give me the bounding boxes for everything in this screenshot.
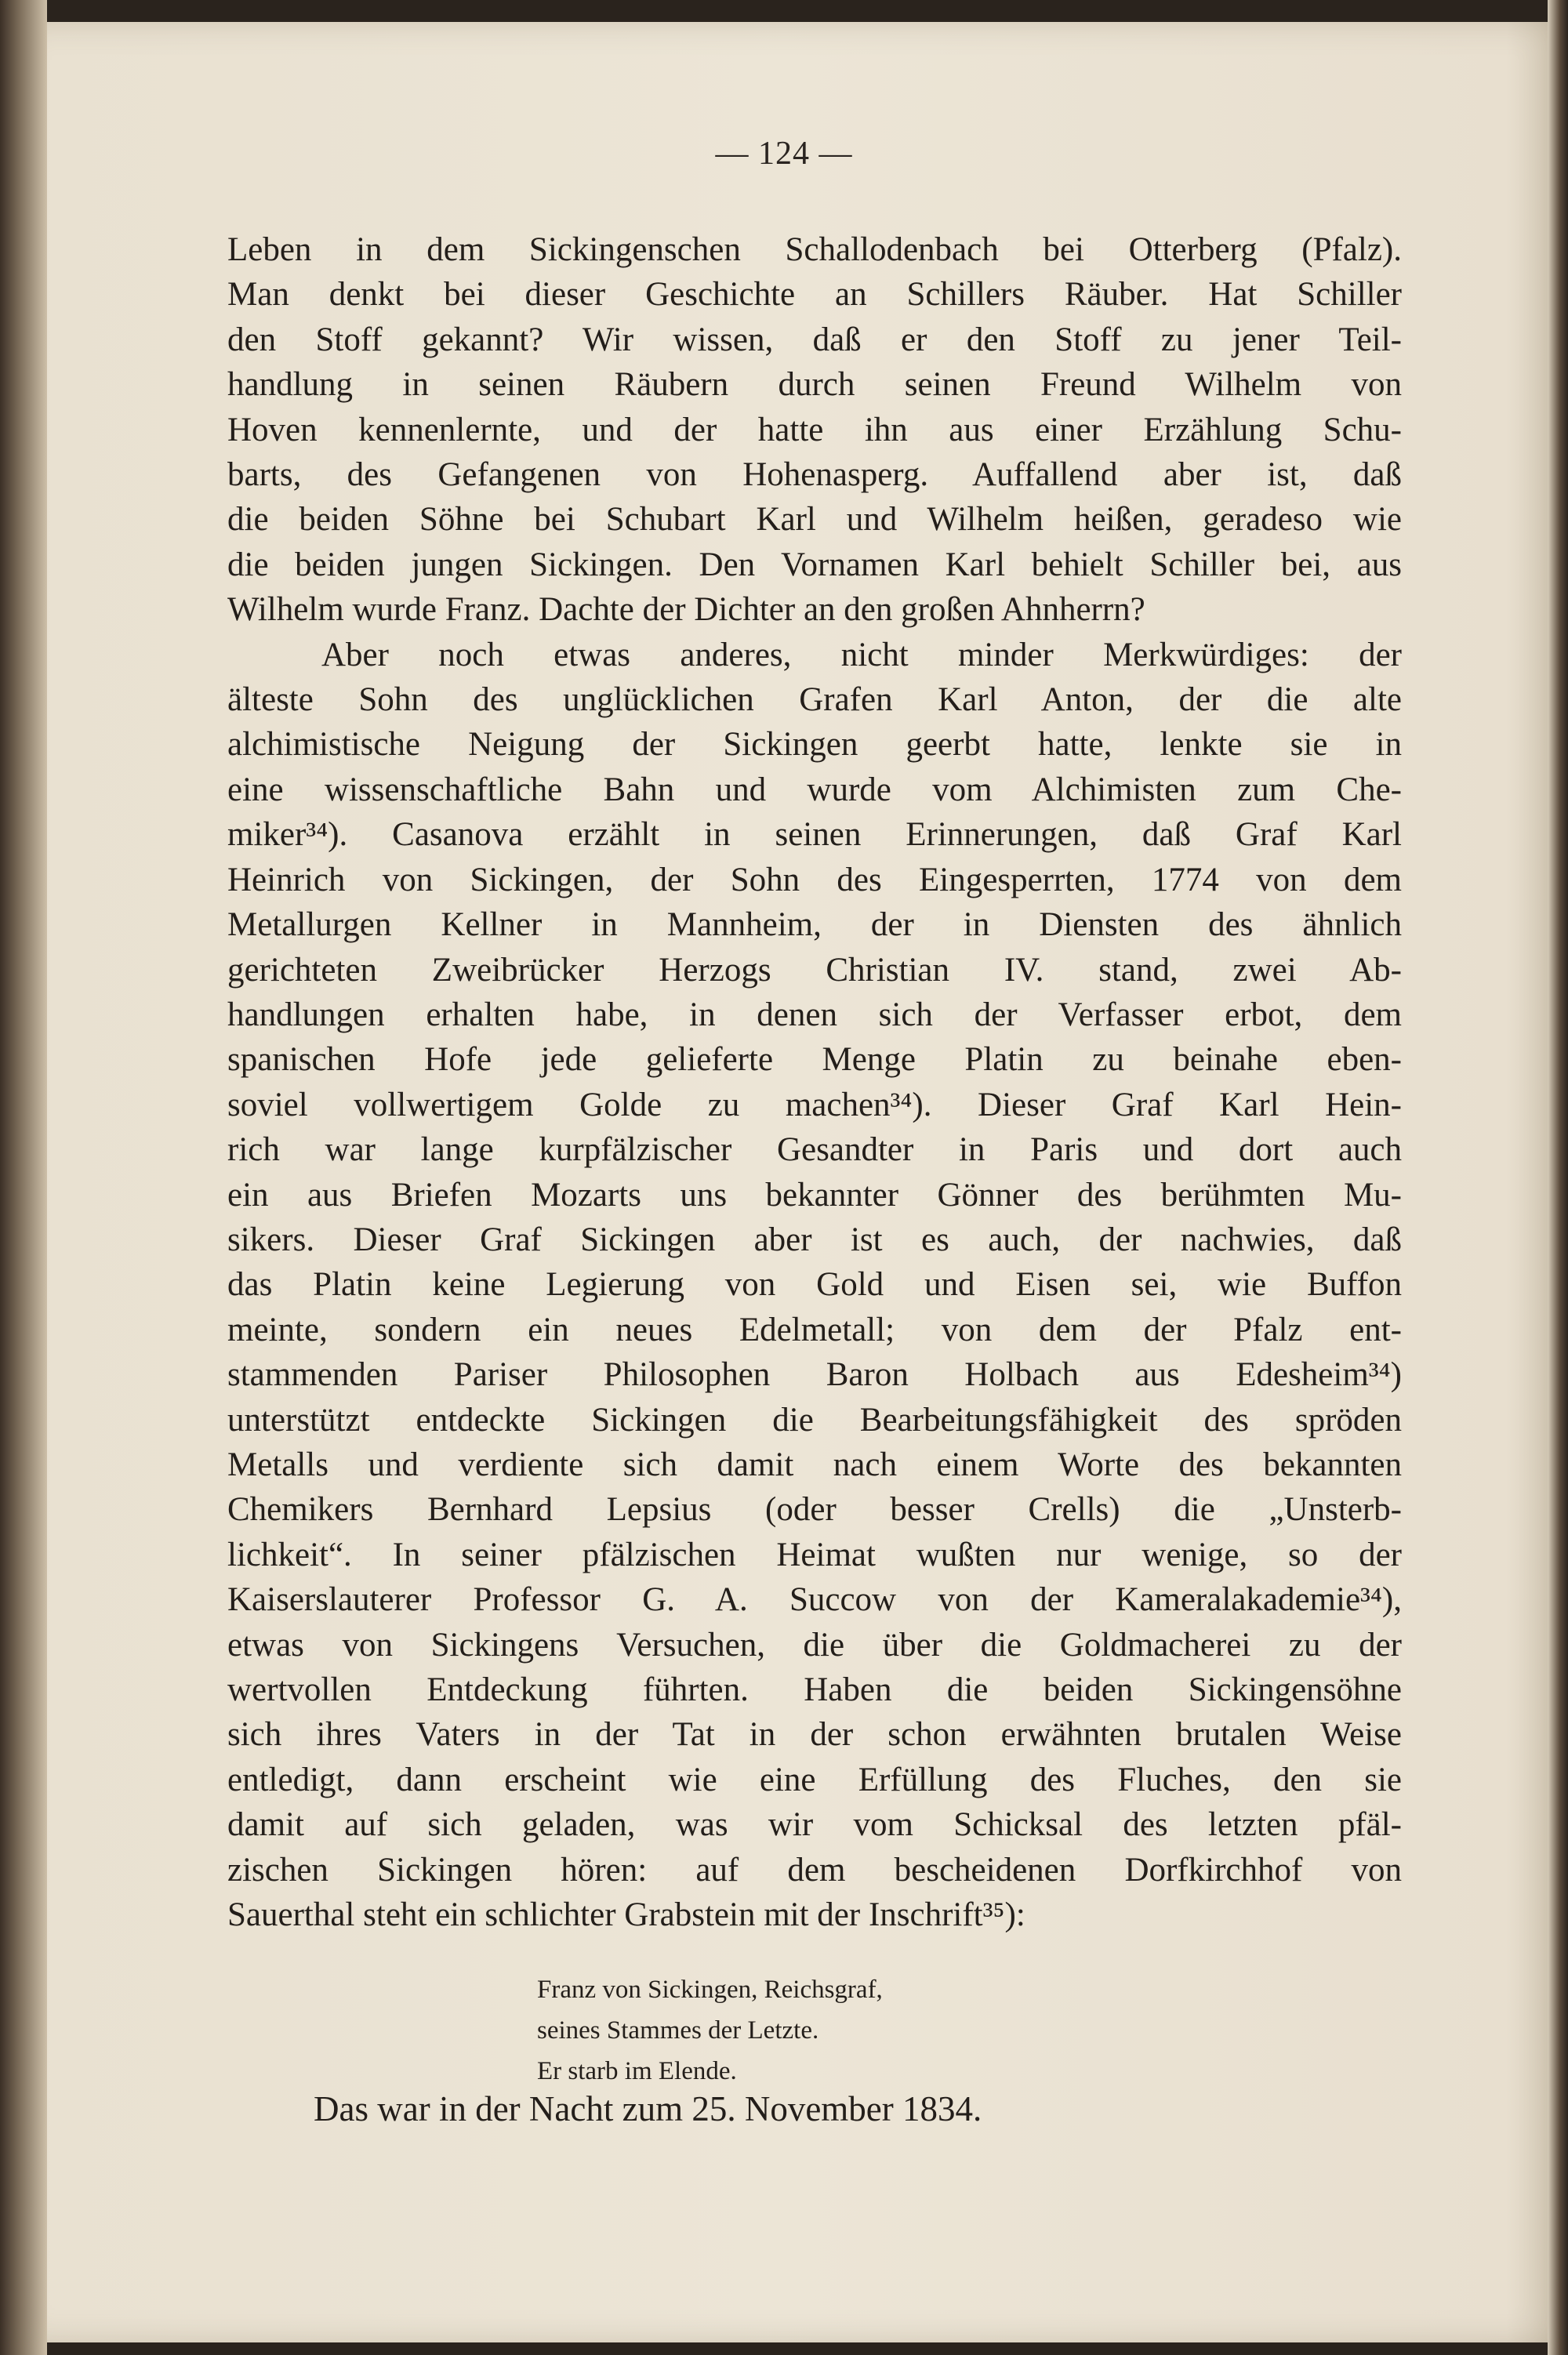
text-line: Man denkt bei dieser Geschichte an Schillers Räuber. Hat Schiller [227, 276, 1402, 314]
text-line: zischen Sickingen hören: auf dem bescheidenen Dorfkirchhof von [227, 1851, 1402, 1889]
text-line: soviel vollwertigem Golde zu machen³⁴). Dieser Graf Karl Hein- [227, 1086, 1402, 1123]
text-line: das Platin keine Legierung von Gold und Eisen sei, wie Buffon [227, 1266, 1402, 1304]
text-line: Leben in dem Sickingenschen Schallodenbach bei Otterberg (Pfalz). [227, 231, 1402, 268]
text-line: Hoven kennenlernte, und der hatte ihn aus einer Erzählung Schu- [227, 411, 1402, 448]
text-line: eine wissenschaftliche Bahn und wurde vom Alchimisten zum Che- [227, 771, 1402, 808]
epitaph-line: Er starb im Elende. [537, 2057, 737, 2085]
text-line: stammenden Pariser Philosophen Baron Holbach aus Edesheim³⁴) [227, 1356, 1402, 1394]
text-line: meinte, sondern ein neues Edelmetall; von dem der Pfalz ent- [227, 1311, 1402, 1348]
text-line: entledigt, dann erscheint wie eine Erfüllung des Fluches, den sie [227, 1761, 1402, 1798]
text-line: Metallurgen Kellner in Mannheim, der in Diensten des ähnlich [227, 906, 1402, 944]
text-line: die beiden Söhne bei Schubart Karl und Wilhelm heißen, geradeso wie [227, 501, 1402, 539]
text-line: Kaiserslauterer Professor G. A. Succow von der Kameralakademie³⁴), [227, 1581, 1402, 1619]
text-line: sich ihres Vaters in der Tat in der schon erwähnten brutalen Weise [227, 1716, 1402, 1754]
page-number: — 124 — [715, 136, 853, 172]
text-line: Wilhelm wurde Franz. Dachte der Dichter an den großen Ahnherrn? [227, 591, 1145, 629]
text-line: den Stoff gekannt? Wir wissen, daß er den Stoff zu jener Teil- [227, 321, 1402, 358]
epitaph-inscription [537, 1969, 1243, 2092]
text-line: Aber noch etwas anderes, nicht minder Merkwürdiges: der [321, 636, 1402, 673]
epitaph-line: Franz von Sickingen, Reichsgraf, [537, 1976, 883, 2004]
text-line: Metalls und verdiente sich damit nach einem Worte des bekannten [227, 1446, 1402, 1483]
closing-line: Das war in der Nacht zum 25. November 1834. [314, 2089, 982, 2128]
epitaph-line: seines Stammes der Letzte. [537, 2016, 819, 2045]
text-line: handlung in seinen Räubern durch seinen Freund Wilhelm von [227, 366, 1402, 404]
page-edge [1548, 0, 1568, 2355]
text-line: alchimistische Neigung der Sickingen geerbt hatte, lenkte sie in [227, 726, 1402, 764]
book-binding [0, 0, 47, 2355]
text-line: damit auf sich geladen, was wir vom Schicksal des letzten pfäl- [227, 1806, 1402, 1844]
body-text [227, 227, 1402, 1937]
text-line: miker³⁴). Casanova erzählt in seinen Erinnerungen, daß Graf Karl [227, 816, 1402, 854]
text-line: älteste Sohn des unglücklichen Grafen Karl Anton, der die alte [227, 681, 1402, 719]
text-line: lichkeit“. In seiner pfälzischen Heimat wußten nur wenige, so der [227, 1536, 1402, 1573]
text-line: gerichteten Zweibrücker Herzogs Christian IV. stand, zwei Ab- [227, 951, 1402, 989]
text-line: die beiden jungen Sickingen. Den Vornamen Karl behielt Schiller bei, aus [227, 546, 1402, 583]
text-line: barts, des Gefangenen von Hohenasperg. Auffallend aber ist, daß [227, 456, 1402, 494]
text-line: Sauerthal steht ein schlichter Grabstein mit der Inschrift³⁵): [227, 1896, 1025, 1934]
text-line: wertvollen Entdeckung führten. Haben die beiden Sickingensöhne [227, 1671, 1402, 1708]
text-line: Heinrich von Sickingen, der Sohn des Eingesperrten, 1774 von dem [227, 861, 1402, 898]
text-line: spanischen Hofe jede gelieferte Menge Platin zu beinahe eben- [227, 1041, 1402, 1079]
text-line: handlungen erhalten habe, in denen sich der Verfasser erbot, dem [227, 996, 1402, 1033]
text-line: Chemikers Bernhard Lepsius (oder besser Crells) die „Unsterb- [227, 1491, 1402, 1529]
text-line: etwas von Sickingens Versuchen, die über die Goldmacherei zu der [227, 1626, 1402, 1664]
text-line: rich war lange kurpfälzischer Gesandter in Paris und dort auch [227, 1131, 1402, 1169]
text-line: unterstützt entdeckte Sickingen die Bearbeitungsfähigkeit des spröden [227, 1401, 1402, 1439]
text-line: sikers. Dieser Graf Sickingen aber ist es auch, der nachwies, daß [227, 1221, 1402, 1258]
text-line: ein aus Briefen Mozarts uns bekannter Gönner des berühmten Mu- [227, 1176, 1402, 1214]
